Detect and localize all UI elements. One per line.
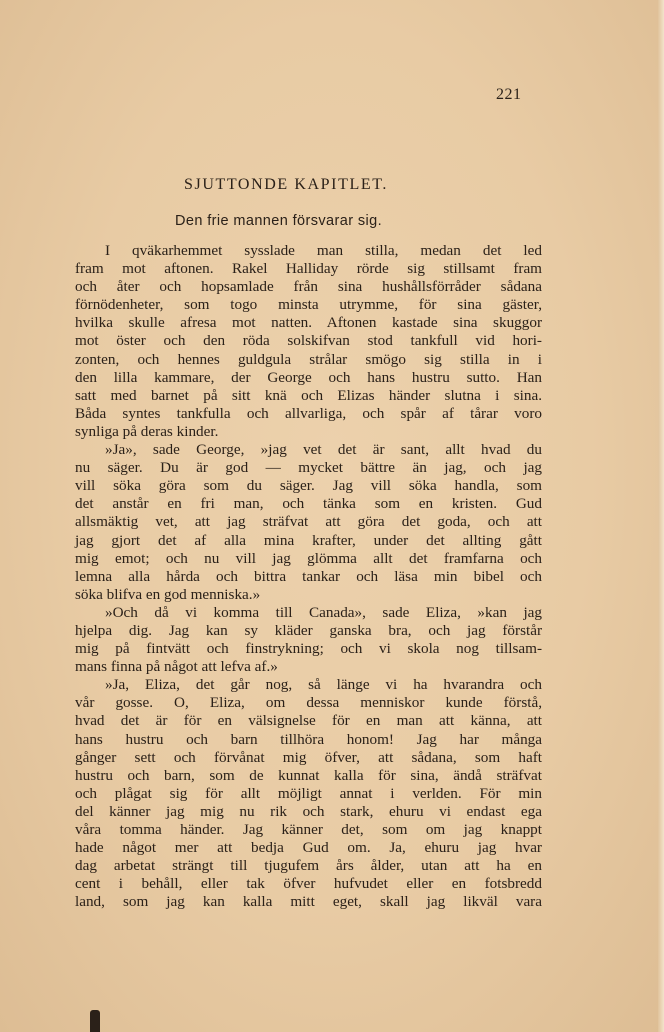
- text-line: mans finna på något att lefva af.»: [75, 658, 278, 676]
- text-line: söka blifva en god menniska.»: [75, 585, 261, 603]
- text-line: dag arbetat strängt till tjugufem års ålder, utan att ha en: [75, 857, 542, 875]
- text-line: det anstår en fri man, och tänka som en kristen. Gud: [75, 495, 542, 513]
- text-line: I qväkarhemmet sysslade man stilla, medan det led: [105, 242, 542, 259]
- text-line: mig på fintvätt och finstrykning; och vi skola nog tillsam-: [75, 640, 542, 658]
- text-line: och plågat sig för allt möjligt annat i verlden. För min: [75, 784, 542, 802]
- text-line: våra tomma händer. Jag känner det, som om jag knappt: [75, 821, 542, 838]
- text-line: »Ja», sade George, »jag vet det är sant, allt hvad du: [105, 441, 542, 459]
- page-number: 221: [496, 86, 522, 103]
- text-line: Båda syntes tankfulla och allvarliga, och spår af tårar voro: [75, 404, 542, 422]
- text-line: den lilla kammare, der George och hans hustru sutto. Han: [75, 368, 542, 386]
- page-bottom-mark: [90, 1010, 100, 1032]
- text-line: hvilka skulle afresa mot natten. Aftonen kastade sina skuggor: [75, 314, 542, 332]
- text-line: hustru och barn, som de kunnat kalla för sina, ändå sträfvat: [75, 766, 542, 784]
- text-line: hans hustru och barn tillhöra honom! Jag har många: [75, 730, 542, 748]
- body-text: [75, 242, 542, 911]
- text-line: synliga på deras kinder.: [75, 422, 219, 440]
- text-line: fram mot aftonen. Rakel Halliday rörde sig stillsamt fram: [75, 260, 542, 278]
- text-line: hjelpa dig. Jag kan sy kläder ganska bra, och jag förstår: [75, 621, 542, 639]
- text-line: zonten, och hennes guldgula strålar smögo sig stilla in i: [75, 350, 542, 368]
- text-line: »Och då vi komma till Canada», sade Eliza, »kan jag: [105, 603, 542, 621]
- chapter-subtitle: Den frie mannen försvarar sig.: [175, 213, 383, 229]
- text-line: cent i behåll, eller tak öfver hufvudet eller en fotsbredd: [75, 875, 542, 893]
- text-line: hade något mer att bedja Gud om. Ja, ehuru jag hvar: [75, 839, 542, 857]
- text-line: mot öster och den röda solskifvan stod tankfull vid hori-: [75, 332, 542, 350]
- page-edge: [658, 0, 664, 1032]
- chapter-title: SJUTTONDE KAPITLET.: [184, 176, 389, 193]
- text-line: satt med barnet på sitt knä och Elizas händer slutna i sina.: [75, 386, 542, 404]
- text-line: och åter och hopsamlade från sina hushållsförråder sådana: [75, 278, 542, 296]
- text-line: »Ja, Eliza, det går nog, så länge vi ha hvarandra och: [105, 676, 542, 694]
- text-line: allsmäktig vet, att jag sträfvat att göra det goda, och att: [75, 513, 542, 531]
- text-line: vår gosse. O, Eliza, om dessa menniskor kunde förstå,: [75, 694, 542, 712]
- text-line: mig emot; och nu vill jag glömma allt det framfarna och: [75, 549, 542, 567]
- text-line: gånger sett och förvånat mig öfver, att sådana, som haft: [75, 748, 542, 766]
- text-line: jag gjort det af alla mina krafter, under det allting gått: [75, 531, 542, 549]
- text-line: förnödenheter, som togo minsta utrymme, för sina gäster,: [75, 296, 542, 314]
- text-line: lemna alla hårda och bittra tankar och läsa min bibel och: [75, 567, 542, 585]
- text-line: del känner jag mig nu rik och stark, ehuru vi endast ega: [75, 802, 542, 820]
- text-line: vill söka göra som du säger. Jag vill söka handla, som: [75, 477, 542, 495]
- text-line: land, som jag kan kalla mitt eget, skall jag likväl vara: [75, 893, 542, 911]
- text-line: nu säger. Du är god — mycket bättre än jag, och jag: [75, 459, 542, 477]
- text-line: hvad det är för en välsignelse för en man att känna, att: [75, 712, 542, 730]
